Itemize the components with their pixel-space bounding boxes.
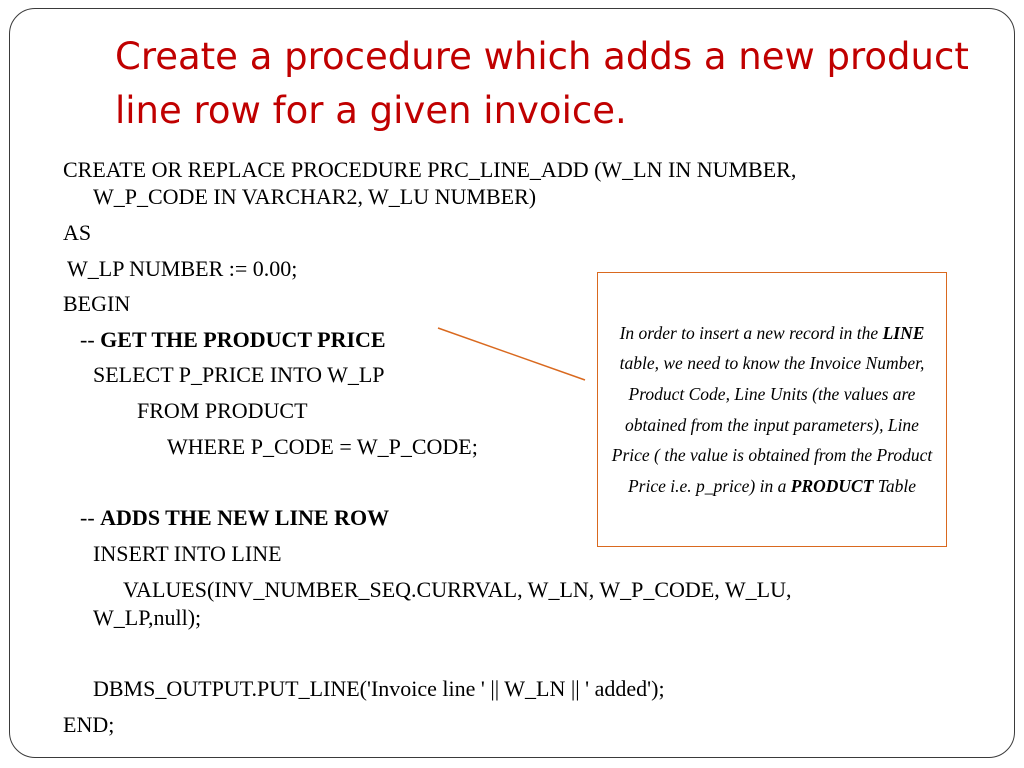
comment-text: GET THE PRODUCT PRICE [100,327,386,352]
comment-prefix: -- [80,505,101,530]
code-line-as: AS [63,220,92,245]
callout-product-word: PRODUCT [790,475,874,496]
comment-text: ADDS THE NEW LINE ROW [100,505,390,530]
code-line-create-cont: W_P_CODE IN VARCHAR2, W_LU NUMBER) [93,184,537,209]
code-line-select: SELECT P_PRICE INTO W_LP [93,362,385,387]
slide-title: Create a procedure which adds a new product line row for a given invoice. [115,35,969,132]
callout-text [608,318,936,502]
code-line-values-cont: W_LP,null); [93,605,202,630]
code-line-end: END; [63,712,115,737]
code-line-from: FROM PRODUCT [137,398,308,423]
code-line-insert: INSERT INTO LINE [93,541,282,566]
callout-text-part: table, we need to know the Invoice Number, Product Code, Line Units (the values are obtained from the input parameters), Line Price ( the value is obtained from the Product Price i.e. p_price) in a [611,353,933,496]
code-line-declare: W_LP NUMBER := 0.00; [67,256,298,281]
code-comment-add-row [80,505,389,531]
code-line-where: WHERE P_CODE = W_P_CODE; [167,434,478,459]
code-line-dbms-output: DBMS_OUTPUT.PUT_LINE('Invoice line ' || W_LN || ' added'); [93,676,665,701]
code-line-create: CREATE OR REPLACE PROCEDURE PRC_LINE_ADD (W_LN IN NUMBER, [63,157,797,182]
comment-prefix: -- [80,327,101,352]
code-comment-get-price [80,327,386,353]
code-line-begin: BEGIN [63,291,131,316]
callout-text-part: In order to insert a new record in the [619,322,883,343]
callout-line-word: LINE [882,322,925,343]
callout-text-part: Table [873,475,917,496]
code-line-values: VALUES(INV_NUMBER_SEQ.CURRVAL, W_LN, W_P_CODE, W_LU, [123,577,792,602]
callout-box [597,272,947,547]
